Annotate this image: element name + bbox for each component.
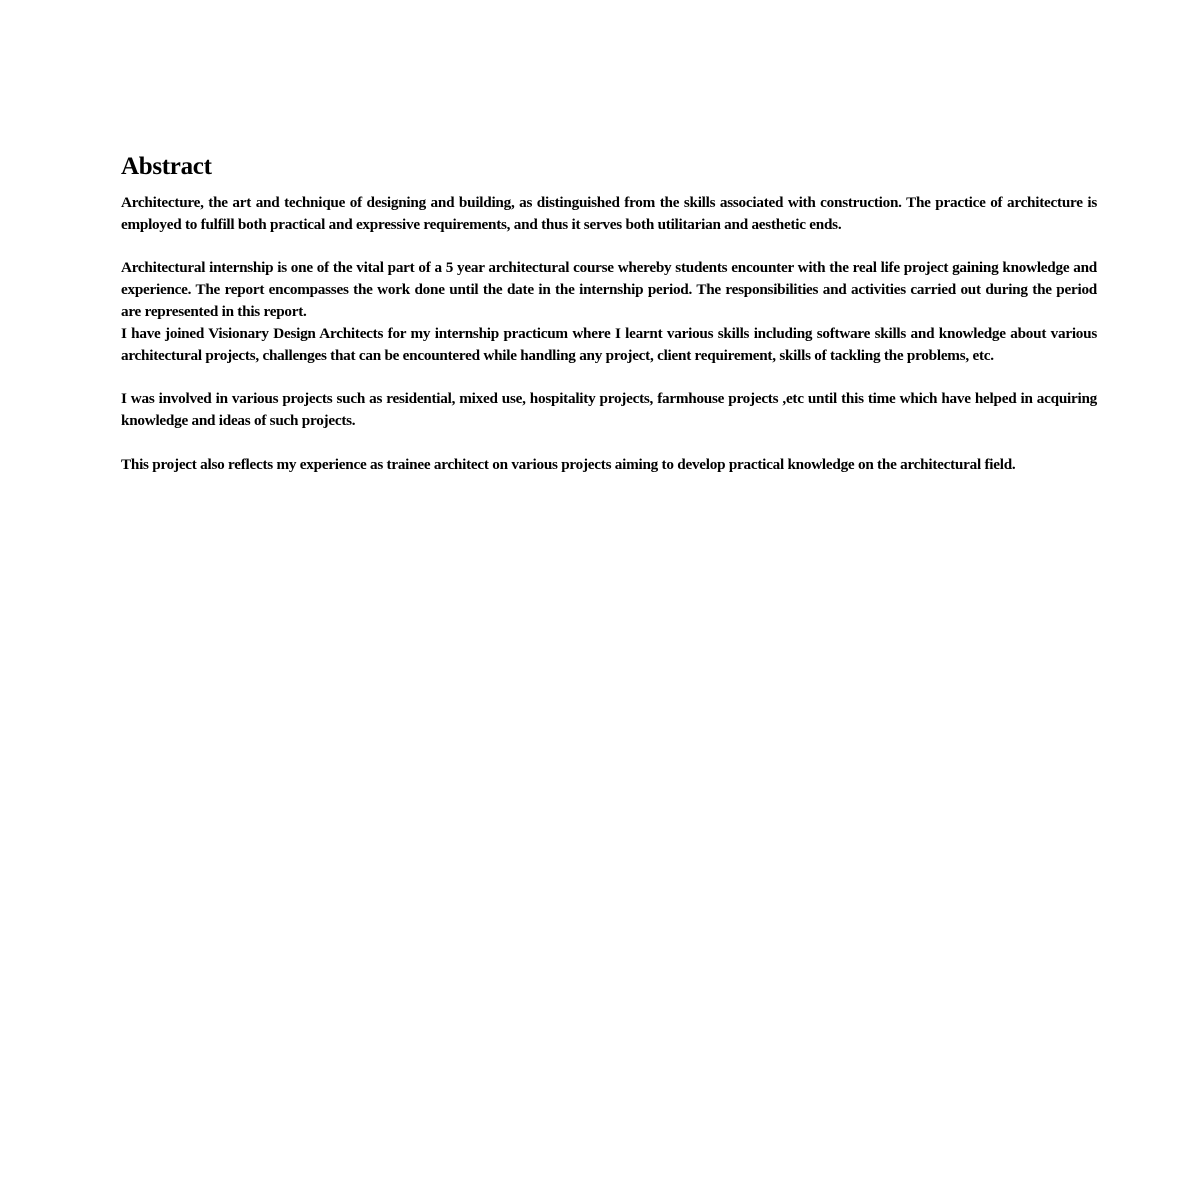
paragraph-internship-overview: Architectural internship is one of the vital part of a 5 year architectural course whereby students encounter with the real life project gaining knowledge and experience. The report encompasses the work done until the date in the internship period. The responsibilities and activities carried out during the period are represented in this report. (121, 259, 1097, 320)
paragraph-spacer (121, 236, 1097, 258)
paragraph-architecture-definition: Architecture, the art and technique of designing and building, as distinguished from the skills associated with construction. The practice of architecture is employed to fulfill both practical and expressive requirements, and thus it serves both utilitarian and aesthetic ends. (121, 194, 1097, 233)
paragraph-firm-experience: I have joined Visionary Design Architects for my internship practicum where I learnt various skills including software skills and knowledge about various architectural projects, challenges that can be encountered while handling any project, client requirement, skills of tackling the problems, etc. (121, 324, 1097, 364)
paragraph-spacer (121, 432, 1097, 454)
document-page (121, 150, 1097, 475)
paragraph-projects-involved: I was involved in various projects such as residential, mixed use, hospitality projects, farmhouse projects ,etc until this time which have helped in acquiring knowledge and ideas of such projects. (121, 390, 1097, 429)
page-title: Abstract (121, 153, 212, 180)
paragraph-spacer (121, 366, 1097, 388)
paragraph-project-reflection: This project also reflects my experience as trainee architect on various projects aiming to develop practical knowledge on the architectural field. (121, 455, 1016, 473)
